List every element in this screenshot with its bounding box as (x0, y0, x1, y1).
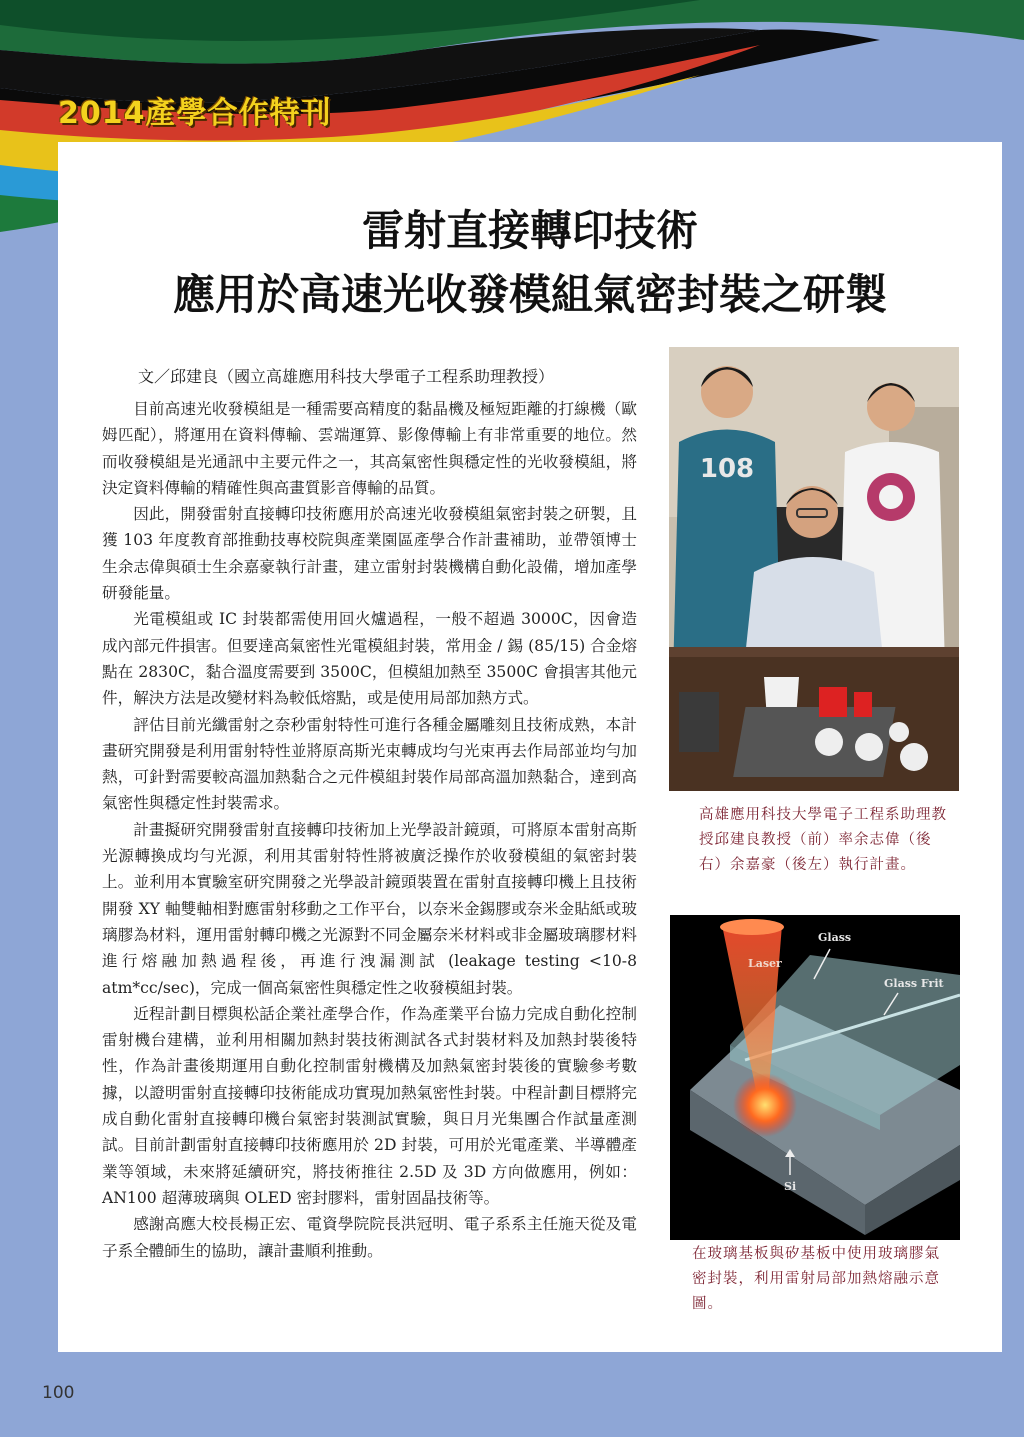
article-panel (58, 142, 1002, 1352)
diagram-caption: 在玻璃基板與矽基板中使用玻璃膠氣密封裝，利用雷射局部加熱熔融示意圖。 (692, 1246, 940, 1312)
paragraph-4: 評估目前光纖雷射之奈秒雷射特性可進行各種金屬雕刻且技術成熟，本計畫研究開發是利用雷射特性並將原高斯光束轉成均勻光束再去作局部並均勻加熱，可針對需要較高溫加熱黏合之元件模組封裝作局部高溫加熱黏合，達到高氣密性與穩定性封裝需求。 (102, 715, 637, 813)
paragraph-1: 目前高速光收發模組是一種需要高精度的黏晶機及極短距離的打線機（歐姆匹配），將運用在資料傳輸、雲端運算、影像傳輸上有非常重要的地位。然而收發模組是光通訊中主要元件之一，其高氣密性與穩定性的光收發模組，將決定資料傳輸的精確性與高畫質影音傳輸的品質。 (102, 400, 637, 497)
paragraph-6: 近程計劃目標與松話企業社產學合作，作為產業平台協力完成自動化控制雷射機台建構，並利用相關加熱封裝技術測試各式封裝材料及加熱封裝後特性，作為計畫後期運用自動化控制雷射機構及加熱氣密封裝後的實驗參考數據，以證明雷射直接轉印技術能成功實現加熱氣密性封裝。中程計劃目標將完成自動化雷射直接轉印機台氣密封裝測試實驗，與日月光集團合作試量產測試。目前計劃雷射直接轉印技術應用於 2D 封裝，可用於光電產業、半導體產業等領域，未來將延續研究，將技術推往 2.5D 及 3D 方向做應用，例如：AN100 超薄玻璃與 OLED 密封膠料，雷射固晶技術等。 (102, 1004, 637, 1207)
photo-caption: 高雄應用科技大學電子工程系助理教授邱建良教授（前）率余志偉（後右）余嘉豪（後左）執行計畫。 (699, 807, 947, 873)
article-body (102, 396, 637, 1264)
shirt-print: 108 (699, 454, 755, 484)
label-glass: Glass (818, 931, 852, 944)
paragraph-7: 感謝高應大校長楊正宏、電資學院院長洪冠明、電子系系主任施天從及電子系全體師生的協助，讓計畫順利推動。 (102, 1215, 637, 1260)
team-photo (669, 347, 959, 791)
article-title-line2: 應用於高速光收發模組氣密封裝之研製 (172, 270, 887, 319)
label-si: Si (784, 1180, 797, 1193)
article-title-line1: 雷射直接轉印技術 (361, 206, 698, 255)
label-glass-frit: Glass Frit (884, 977, 944, 990)
paragraph-5: 計畫擬研究開發雷射直接轉印技術加上光學設計鏡頭，可將原本雷射高斯光源轉換成均勻光源，利用其雷射特性將被廣泛操作於收發模組的氣密封裝上。並利用本實驗室研究開發之光學設計鏡頭裝置在雷射直接轉印機上且技術開發 XY 軸雙軸相對應雷射移動之工作平台，以奈米金錫膠或奈米金貼紙或玻璃膠為材料，運用雷射轉印機之光源對不同金屬奈米材料或非金屬玻璃膠材料進行熔融加熱過程後，再進行洩漏測試 (leakage testing <10-8 atm*cc/sec)，完成一個高氣密性與穩定性之收發模組封裝。 (102, 820, 637, 997)
label-laser: Laser (748, 957, 782, 970)
article-byline: 文／邱建良（國立高雄應用科技大學電子工程系助理教授） (138, 367, 555, 386)
laser-sealing-diagram (670, 915, 960, 1240)
paragraph-3: 光電模組或 IC 封裝都需使用回火爐過程，一般不超過 3000C，因會造成內部元件損害。但要達高氣密性光電模組封裝，常用金 / 錫 (85/15) 合金熔點在 2830C，黏合溫度需要到 3500C，但模組加熱至 3500C 會損害其他元件，解決方法是改變材料為較低熔點，或是使用局部加熱方式。 (102, 610, 637, 708)
paragraph-2: 因此，開發雷射直接轉印技術應用於高速光收發模組氣密封裝之研製，且獲 103 年度教育部推動技專校院與產業園區產學合作計畫補助，並帶領博士生余志偉與碩士生余嘉豪執行計畫，建立雷射封裝機構自動化設備，增加產學研發能量。 (102, 505, 637, 603)
header-label: 2014產學合作特刊 (58, 96, 332, 131)
page-number: 100 (42, 1383, 75, 1403)
